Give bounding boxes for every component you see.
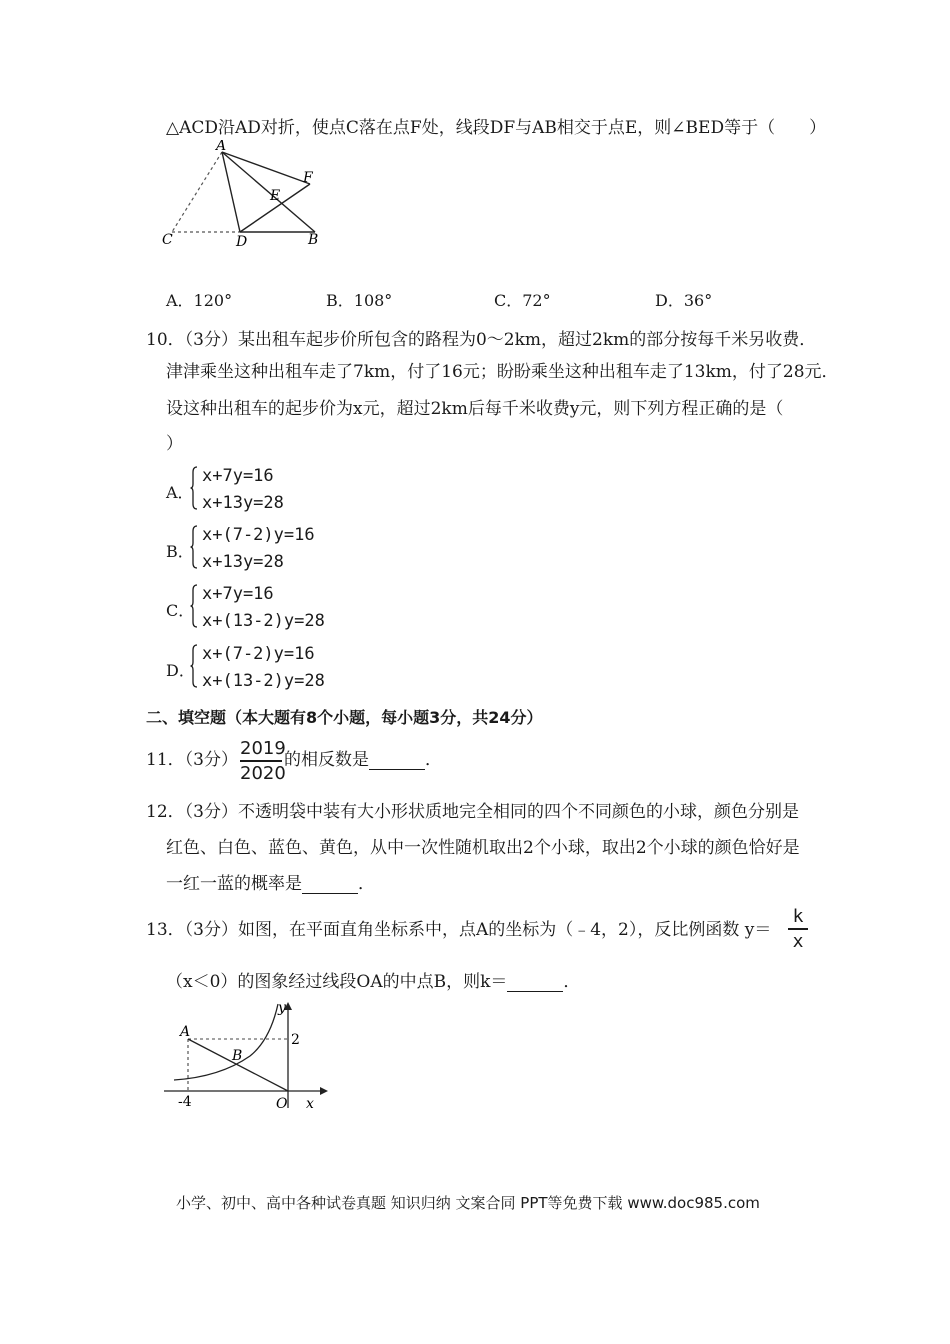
q9-option-c: C．72° xyxy=(494,291,551,310)
q11-suffix: 的相反数是 xyxy=(284,750,369,770)
q9-option-a: A．120° xyxy=(166,291,233,310)
q9-triangle-figure xyxy=(160,140,330,252)
brace-icon xyxy=(190,525,198,569)
q12-line-1: 12．（3分）不透明袋中装有大小形状质地完全相同的四个不同颜色的小球，颜色分别是 xyxy=(146,802,799,822)
page-footer: 小学、初中、高中各种试卷真题 知识归纳 文案合同 PPT等免费下载 www.doc985.com xyxy=(176,1194,760,1212)
q13-label-2: 2 xyxy=(291,1032,300,1048)
q10-option-b-eq1: x+(7-2)y=16 xyxy=(202,525,315,545)
q10-option-b-system xyxy=(190,525,390,573)
q11-answer-blank xyxy=(369,753,425,770)
brace-icon xyxy=(190,466,198,510)
q13-label-a: A xyxy=(180,1024,191,1040)
q9-text: △ACD沿AD对折，使点C落在点F处，线段DF与AB相交于点E，则∠BED等于（ ） xyxy=(166,118,827,138)
q13-line-2-wrap xyxy=(166,972,580,992)
q10-option-c-eq1: x+7y=16 xyxy=(202,584,274,604)
q13-end: ． xyxy=(563,972,581,992)
q13-label-neg4: -4 xyxy=(178,1094,192,1110)
q9-label-e: E xyxy=(270,188,281,204)
brace-icon xyxy=(190,644,198,688)
q13-label-y: y xyxy=(278,1000,286,1016)
q9-label-b: B xyxy=(308,232,319,248)
q10-option-a-system xyxy=(190,466,390,514)
q10-option-a-label: A． xyxy=(166,483,194,502)
q13-line-1: 13．（3分）如图，在平面直角坐标系中，点A的坐标为（﹣4，2），反比例函数 y＝ xyxy=(146,920,772,940)
arrow-right-icon xyxy=(320,1087,328,1095)
q13-answer-blank xyxy=(507,975,563,992)
q9-line-ac xyxy=(172,152,222,232)
q13-label-b: B xyxy=(232,1048,243,1064)
q10-option-c-eq2: x+(13-2)y=28 xyxy=(202,611,325,631)
q9-label-a: A xyxy=(216,140,227,154)
q12-end: ． xyxy=(358,874,375,894)
q10-line-2: 津津乘坐这种出租车走了7km，付了16元；盼盼乘坐这种出租车走了13km，付了28元． xyxy=(166,362,839,382)
q10-line-1: 10．（3分）某出租车起步价所包含的路程为0～2km，超过2km的部分按每千米另收费． xyxy=(146,330,817,350)
q9-label-c: C xyxy=(162,232,173,248)
q10-option-d-system xyxy=(190,644,390,692)
q13-coordinate-graph xyxy=(160,1000,330,1118)
brace-icon xyxy=(190,584,198,628)
q11-denominator: 2020 xyxy=(240,762,286,784)
q9-option-b: B．108° xyxy=(326,291,393,310)
q10-option-d-label: D． xyxy=(166,661,195,680)
q9-line-ad xyxy=(222,152,240,232)
q13-frac-den: x xyxy=(792,930,804,952)
q13-frac-num: k xyxy=(792,906,804,927)
q9-label-f: F xyxy=(303,170,313,186)
q13-hyperbola-curve xyxy=(174,1004,278,1080)
q11-end: ． xyxy=(425,750,442,770)
q10-option-c-system xyxy=(190,584,390,632)
q11-prefix: 11．（3分） xyxy=(146,750,238,770)
q12-line-2: 红色、白色、蓝色、黄色，从中一次性随机取出2个小球，取出2个小球的颜色恰好是 xyxy=(166,838,800,858)
q10-option-b-eq2: x+13y=28 xyxy=(202,552,284,572)
q10-option-d-eq2: x+(13-2)y=28 xyxy=(202,671,325,691)
q10-option-c-label: C． xyxy=(166,601,195,620)
q13-label-x: x xyxy=(306,1096,314,1112)
section-2-heading: 二、填空题（本大题有8个小题，每小题3分，共24分） xyxy=(146,708,543,727)
q9-label-d: D xyxy=(236,234,248,250)
q10-line-3: 设这种出租车的起步价为x元，超过2km后每千米收费y元，则下列方程正确的是（ xyxy=(166,399,784,419)
q13-line-2: （x＜0）的图象经过线段OA的中点B，则k＝ xyxy=(166,972,508,992)
q11-numerator: 2019 xyxy=(240,738,286,759)
q13-segment-oa xyxy=(188,1039,288,1091)
q11-fraction xyxy=(240,738,286,784)
q13-fraction xyxy=(788,906,808,952)
q9-line-af xyxy=(222,152,310,184)
q10-option-b-label: B． xyxy=(166,542,194,561)
q10-option-d-eq1: x+(7-2)y=16 xyxy=(202,644,315,664)
q12-answer-blank xyxy=(302,877,358,894)
q13-label-o: O xyxy=(276,1096,288,1112)
q12-line-3-wrap xyxy=(166,874,375,894)
q10-line-4: ） xyxy=(166,434,183,454)
q10-option-a-eq2: x+13y=28 xyxy=(202,493,284,513)
q9-option-d: D．36° xyxy=(655,291,713,310)
q12-line-3: 一红一蓝的概率是 xyxy=(166,874,302,894)
q10-option-a-eq1: x+7y=16 xyxy=(202,466,274,486)
q11-suffix-line xyxy=(284,750,442,770)
q9-line-ab xyxy=(222,152,315,232)
